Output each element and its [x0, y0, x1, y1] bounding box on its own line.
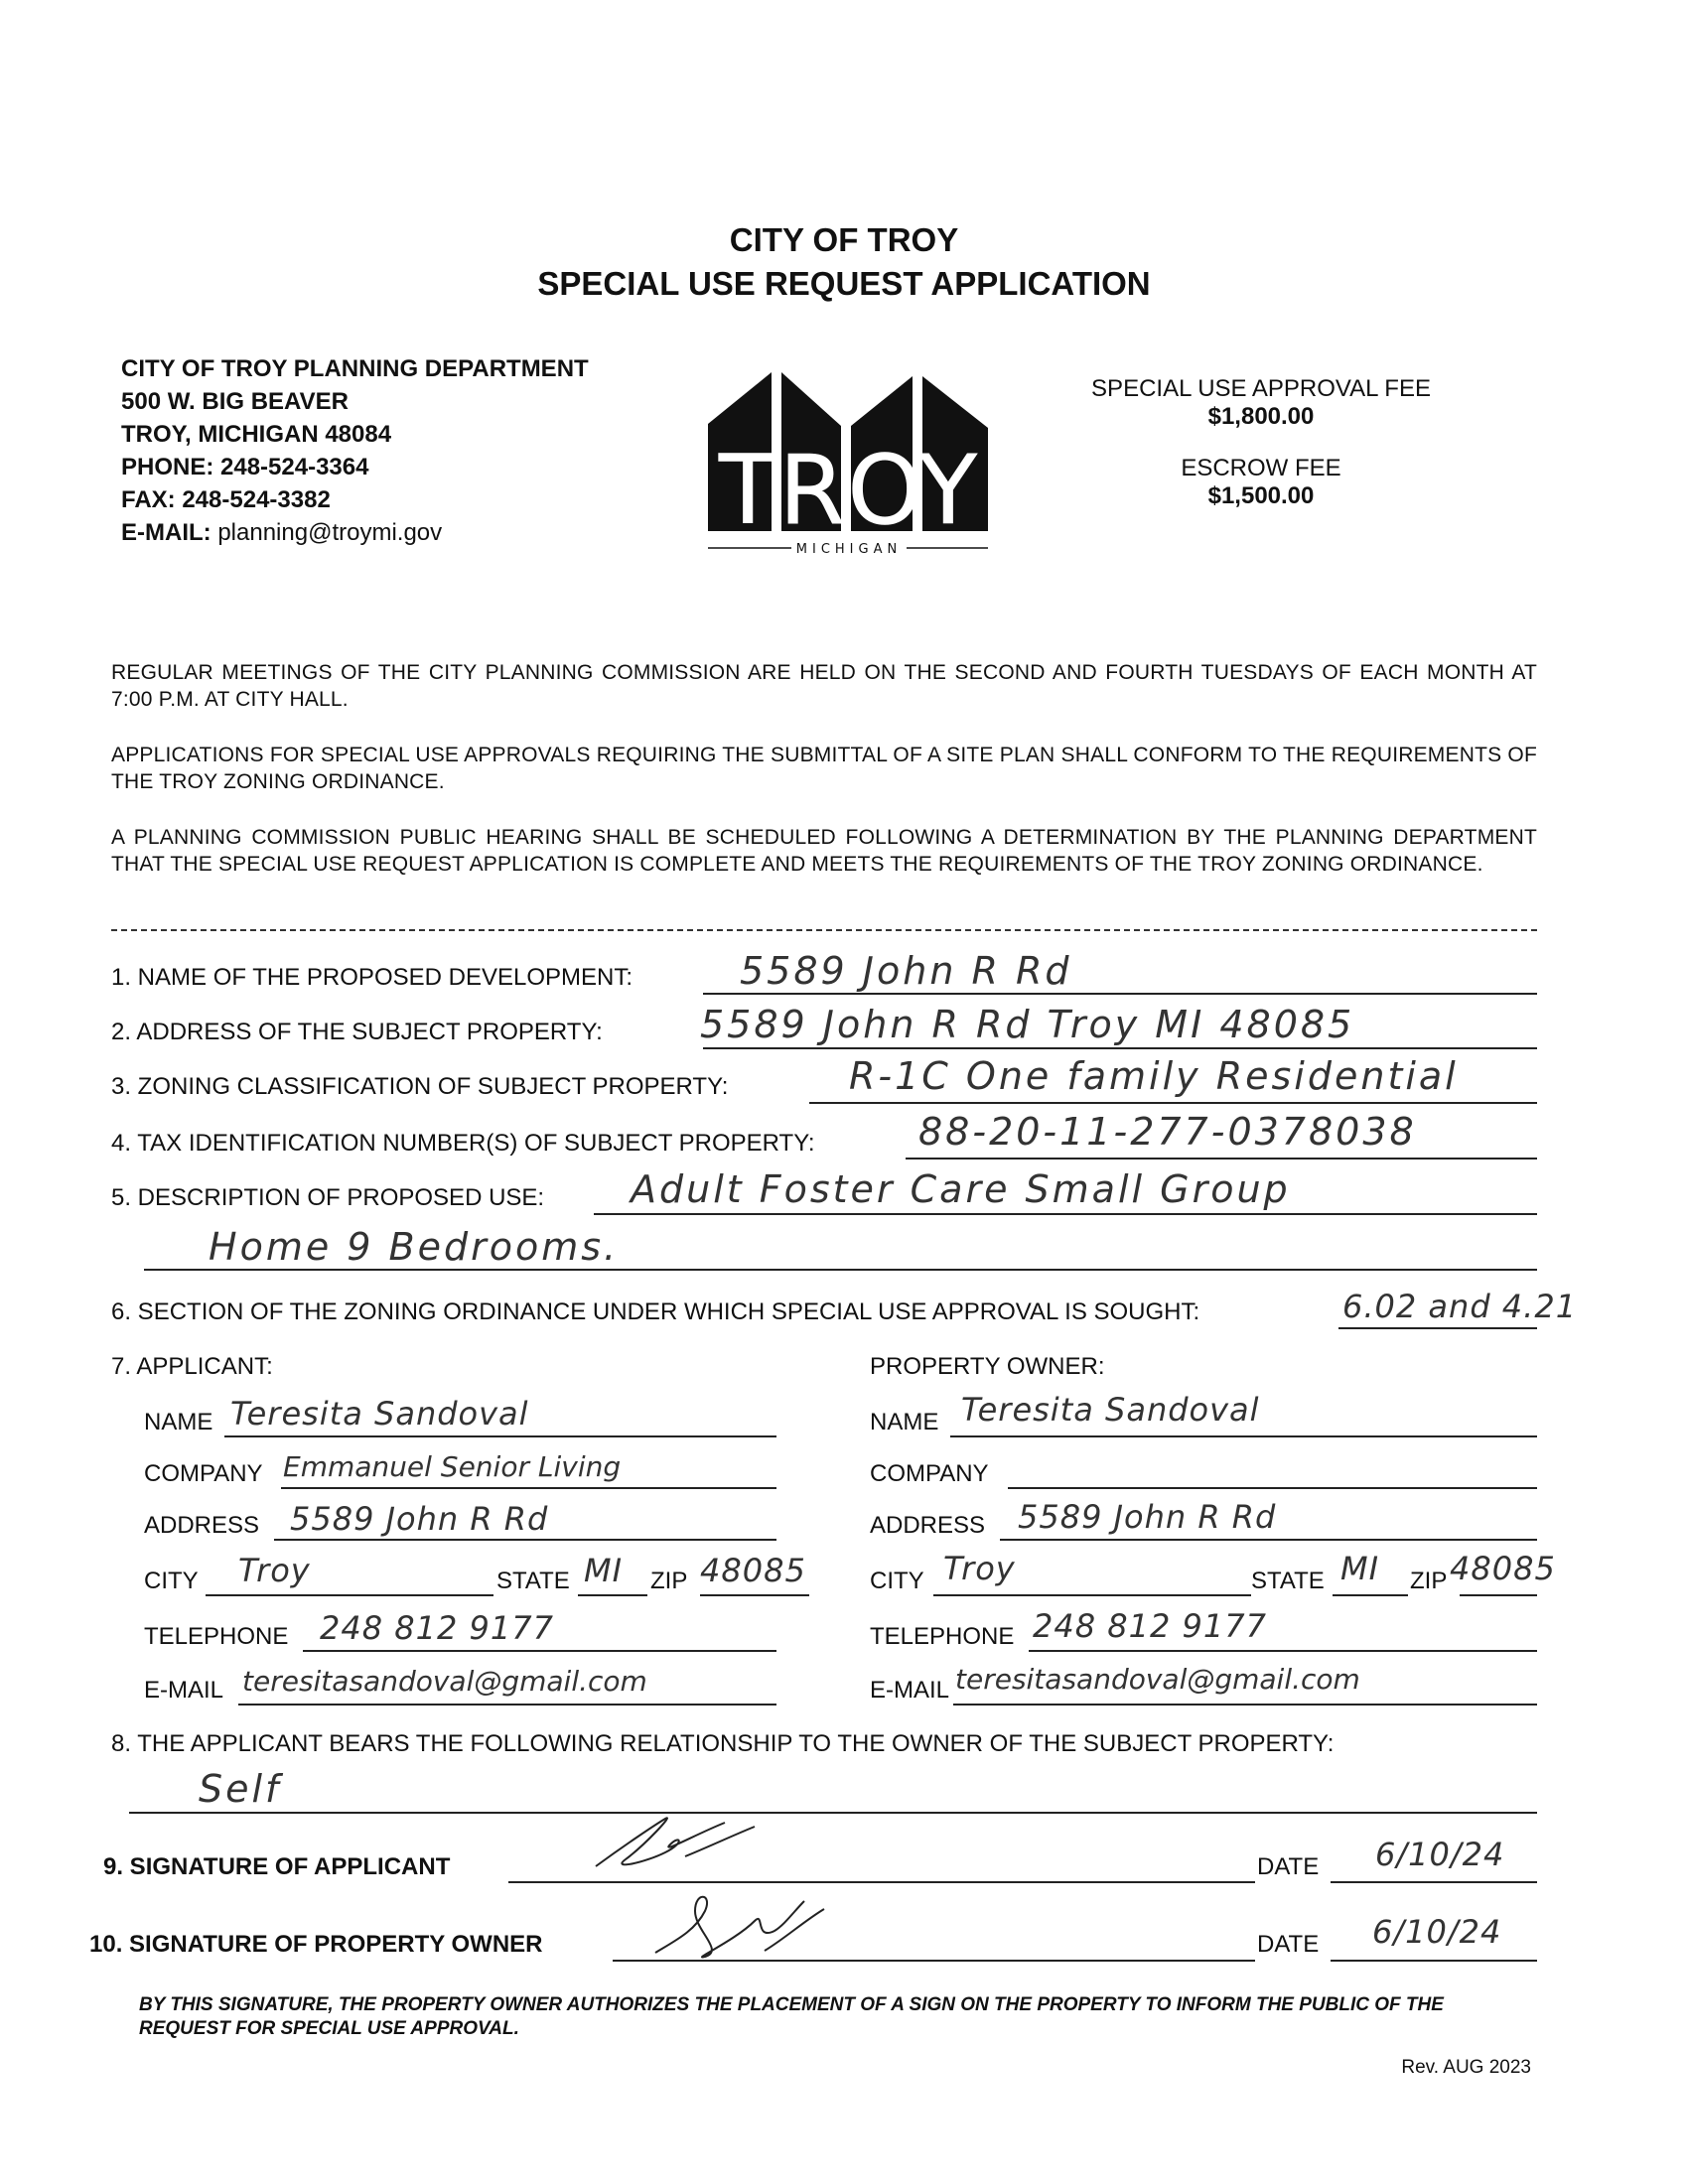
escrow-fee-amount: $1,500.00: [1207, 482, 1315, 509]
field-1-line: [703, 993, 1537, 995]
proposed-use-field-2[interactable]: Home 9 Bedrooms.: [209, 1225, 620, 1269]
applicant-company-line: [281, 1487, 776, 1489]
applicant-email-field[interactable]: teresitasandoval@gmail.com: [242, 1665, 647, 1698]
relationship-field[interactable]: Self: [199, 1767, 282, 1811]
owner-company-label: COMPANY: [870, 1460, 989, 1487]
revision-date: Rev. AUG 2023: [1401, 2057, 1531, 2078]
applicant-city-line: [206, 1594, 493, 1596]
owner-name-label: NAME: [870, 1409, 939, 1435]
applicant-email-line: [238, 1704, 776, 1706]
applicant-address-line: [274, 1539, 776, 1541]
applicant-signature-label: 9. SIGNATURE OF APPLICANT: [103, 1853, 451, 1880]
owner-date-field[interactable]: 6/10/24: [1372, 1913, 1502, 1951]
department-name: CITY OF TROY PLANNING DEPARTMENT: [121, 355, 589, 382]
owner-email-label: E-MAIL: [870, 1677, 950, 1704]
owner-name-line: [950, 1435, 1537, 1437]
form-subtitle: SPECIAL USE REQUEST APPLICATION: [537, 265, 1151, 302]
notice-hearing: A PLANNING COMMISSION PUBLIC HEARING SHALL BE SCHEDULED FOLLOWING A DETERMINATION BY THE PLANNING DEPARTMENT THAT THE SPECIAL USE REQUEST APPLICATION IS COMPLETE AND MEETS THE REQUIREMENTS OF THE TROY ZONING ORDINANCE.: [111, 826, 1537, 876]
owner-state-label: STATE: [1251, 1568, 1325, 1594]
field-5-line: [594, 1213, 1537, 1215]
department-city: TROY, MICHIGAN 48084: [121, 421, 392, 448]
divider: [111, 929, 1537, 931]
owner-city-field[interactable]: Troy: [943, 1550, 1016, 1587]
department-fax: FAX: 248-524-3382: [121, 486, 331, 513]
notice-meetings: REGULAR MEETINGS OF THE CITY PLANNING COMMISSION ARE HELD ON THE SECOND AND FOURTH TUESDAYS OF EACH MONTH AT 7:00 P.M. AT CITY HALL.: [111, 661, 1537, 711]
applicant-state-label: STATE: [496, 1568, 570, 1594]
owner-signature[interactable]: [635, 1881, 834, 1971]
applicant-state-field[interactable]: MI: [584, 1552, 624, 1589]
ordinance-section-field[interactable]: 6.02 and 4.21: [1342, 1288, 1578, 1325]
applicant-zip-line: [700, 1594, 809, 1596]
owner-city-label: CITY: [870, 1568, 924, 1594]
owner-email-line: [953, 1704, 1537, 1706]
owner-address-label: ADDRESS: [870, 1512, 986, 1539]
field-2-label: 2. ADDRESS OF THE SUBJECT PROPERTY:: [111, 1019, 603, 1045]
owner-header: PROPERTY OWNER:: [870, 1353, 1105, 1380]
owner-name-field[interactable]: Teresita Sandoval: [961, 1391, 1260, 1429]
applicant-date-field[interactable]: 6/10/24: [1375, 1836, 1505, 1873]
owner-signature-label: 10. SIGNATURE OF PROPERTY OWNER: [89, 1931, 543, 1958]
field-5-label: 5. DESCRIPTION OF PROPOSED USE:: [111, 1184, 545, 1211]
owner-address-line: [1000, 1539, 1537, 1541]
logo-sub: MICHIGAN: [795, 542, 903, 557]
owner-telephone-line: [1029, 1650, 1537, 1652]
field-5-line-2: [144, 1269, 1537, 1271]
zoning-classification-field[interactable]: R-1C One family Residential: [849, 1054, 1459, 1098]
notice-site-plan: APPLICATIONS FOR SPECIAL USE APPROVALS REQUIRING THE SUBMITTAL OF A SITE PLAN SHALL CONFORM TO THE REQUIREMENTS OF THE TROY ZONING ORDINANCE.: [111, 744, 1537, 793]
development-name-field[interactable]: 5589 John R Rd: [740, 949, 1072, 993]
department-street: 500 W. BIG BEAVER: [121, 388, 349, 415]
applicant-address-field[interactable]: 5589 John R Rd: [290, 1500, 549, 1538]
escrow-fee: [1003, 455, 1519, 510]
form-title: CITY OF TROY: [729, 221, 959, 258]
field-2-line: [703, 1047, 1537, 1049]
owner-telephone-label: TELEPHONE: [870, 1623, 1015, 1650]
logo-word: TROY: [718, 435, 980, 546]
field-4-label: 4. TAX IDENTIFICATION NUMBER(S) OF SUBJECT PROPERTY:: [111, 1130, 815, 1157]
field-3-line: [809, 1102, 1537, 1104]
applicant-date-label: DATE: [1257, 1853, 1320, 1880]
applicant-address-label: ADDRESS: [144, 1512, 260, 1539]
field-3-label: 3. ZONING CLASSIFICATION OF SUBJECT PROPERTY:: [111, 1073, 729, 1100]
field-6-label: 6. SECTION OF THE ZONING ORDINANCE UNDER WHICH SPECIAL USE APPROVAL IS SOUGHT:: [111, 1298, 1200, 1325]
troy-logo: [700, 362, 998, 561]
owner-telephone-field[interactable]: 248 812 9177: [1033, 1607, 1267, 1645]
applicant-telephone-field[interactable]: 248 812 9177: [320, 1609, 554, 1647]
field-4-line: [906, 1158, 1537, 1160]
approval-fee: [1003, 375, 1519, 431]
applicant-name-field[interactable]: Teresita Sandoval: [230, 1395, 529, 1433]
applicant-name-line: [224, 1435, 776, 1437]
applicant-signature[interactable]: [586, 1805, 765, 1884]
applicant-state-line: [578, 1594, 647, 1596]
property-address-field[interactable]: 5589 John R Rd Troy MI 48085: [700, 1003, 1355, 1046]
owner-zip-label: ZIP: [1410, 1568, 1448, 1594]
approval-fee-amount: $1,800.00: [1207, 403, 1315, 430]
applicant-email-label: E-MAIL: [144, 1677, 224, 1704]
applicant-telephone-line: [303, 1650, 776, 1652]
applicant-city-field[interactable]: Troy: [238, 1552, 311, 1589]
troy-logo-graphic: [700, 362, 998, 561]
approval-fee-label: SPECIAL USE APPROVAL FEE: [1091, 375, 1431, 402]
field-1-label: 1. NAME OF THE PROPOSED DEVELOPMENT:: [111, 964, 633, 991]
applicant-city-label: CITY: [144, 1568, 199, 1594]
applicant-date-line: [1331, 1881, 1537, 1883]
owner-date-line: [1331, 1960, 1537, 1962]
owner-address-field[interactable]: 5589 John R Rd: [1018, 1498, 1277, 1536]
relationship-line: [129, 1812, 1537, 1814]
applicant-telephone-label: TELEPHONE: [144, 1623, 289, 1650]
escrow-fee-label: ESCROW FEE: [1181, 455, 1341, 481]
relationship-label: 8. THE APPLICANT BEARS THE FOLLOWING RELATIONSHIP TO THE OWNER OF THE SUBJECT PROPERTY:: [111, 1730, 1335, 1757]
applicant-name-label: NAME: [144, 1409, 213, 1435]
applicant-zip-label: ZIP: [650, 1568, 688, 1594]
owner-zip-line: [1460, 1594, 1537, 1596]
proposed-use-field[interactable]: Adult Foster Care Small Group: [631, 1167, 1291, 1211]
owner-state-line: [1333, 1594, 1408, 1596]
applicant-company-label: COMPANY: [144, 1460, 263, 1487]
authorization-note: BY THIS SIGNATURE, THE PROPERTY OWNER AUTHORIZES THE PLACEMENT OF A SIGN ON THE PROPERTY TO INFORM THE PUBLIC OF THE REQUEST FOR SPECIAL USE APPROVAL.: [139, 1994, 1444, 2039]
department-block: [121, 352, 589, 549]
owner-date-label: DATE: [1257, 1931, 1320, 1958]
department-phone: PHONE: 248-524-3364: [121, 454, 369, 480]
field-6-line: [1338, 1327, 1537, 1329]
tax-id-field[interactable]: 88-20-11-277-0378038: [918, 1110, 1417, 1154]
owner-state-field[interactable]: MI: [1340, 1550, 1380, 1587]
owner-zip-field[interactable]: 48085: [1450, 1550, 1556, 1587]
owner-company-line: [1008, 1487, 1537, 1489]
department-email-address: planning@troymi.gov: [217, 519, 443, 546]
applicant-header: 7. APPLICANT:: [111, 1353, 273, 1380]
department-email: E-MAIL: planning@troymi.gov: [121, 519, 443, 546]
owner-city-line: [933, 1594, 1251, 1596]
applicant-zip-field[interactable]: 48085: [700, 1552, 806, 1589]
owner-email-field[interactable]: teresitasandoval@gmail.com: [955, 1663, 1360, 1696]
applicant-company-field[interactable]: Emmanuel Senior Living: [283, 1450, 622, 1483]
